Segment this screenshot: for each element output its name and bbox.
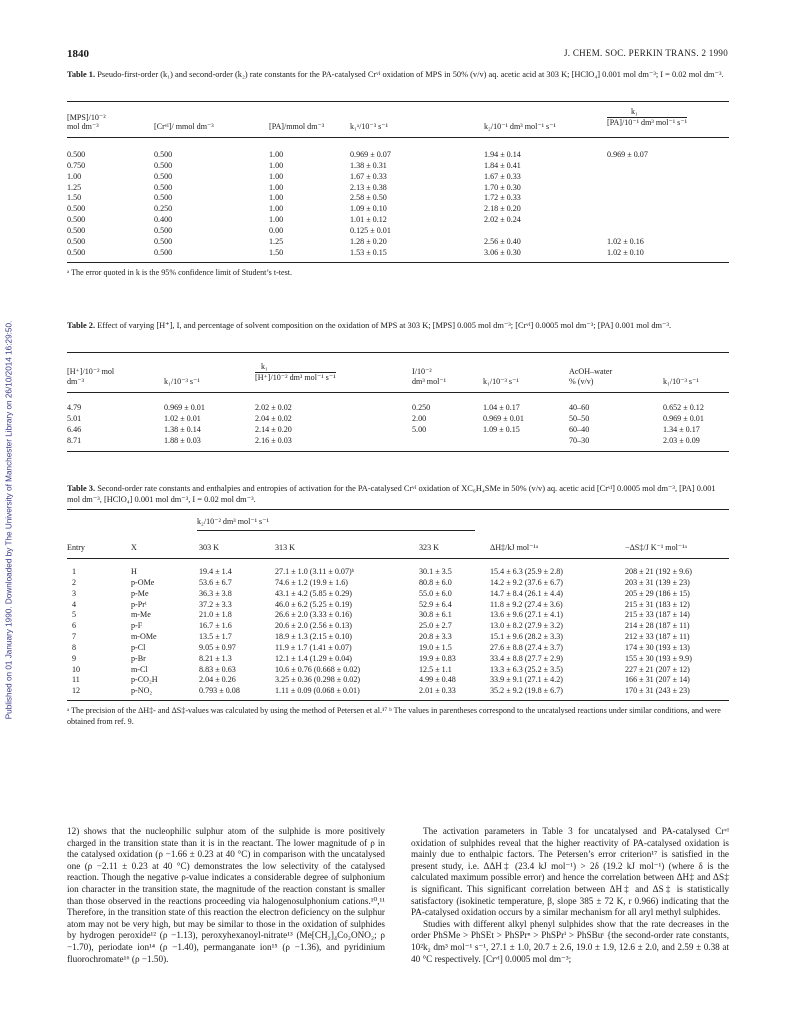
table-cell: 27.6 ± 8.8 (27.4 ± 3.7) — [490, 642, 563, 652]
table-cell: 0.500 — [67, 204, 86, 214]
table2-col-h — [67, 403, 81, 446]
table-cell: 6.46 — [67, 424, 82, 434]
table-cell — [484, 226, 521, 237]
table-cell: 215 ± 31 (183 ± 12) — [625, 599, 690, 609]
table1-col-k1 — [350, 150, 391, 258]
table-cell: 13.5 ± 1.7 — [199, 632, 232, 642]
table-cell: 4 — [72, 599, 77, 609]
table3-header-x: X — [131, 543, 137, 552]
table-cell: 0.750 — [67, 160, 86, 170]
table1-header-ratio — [607, 107, 687, 128]
table-cell: p-F — [131, 621, 143, 631]
table1-col-mps — [67, 150, 85, 258]
table-cell: 2.01 ± 0.33 — [419, 686, 456, 696]
table-cell: 15.4 ± 6.3 (25.9 ± 2.8) — [490, 567, 563, 576]
table3-k2-span-rule — [197, 530, 475, 531]
table-cell: 55.0 ± 6.0 — [419, 588, 452, 598]
table2-col-k1a — [164, 403, 205, 446]
table-cell: 19.4 ± 1.4 — [199, 567, 232, 576]
table-cell: 214 ± 28 (187 ± 11) — [625, 621, 690, 631]
table-cell — [607, 215, 648, 226]
table1-header-mps-2: mol dm⁻³ — [67, 122, 99, 131]
table-cell: 12 — [72, 686, 81, 696]
table-cell: 1.00 — [269, 182, 284, 192]
table-cell: 0.500 — [154, 160, 173, 170]
table-cell: 203 ± 31 (139 ± 23) — [625, 577, 690, 587]
table3-col-x — [131, 567, 158, 697]
table-cell: 155 ± 30 (193 ± 9.9) — [625, 653, 692, 663]
table1-col-pa — [269, 150, 283, 258]
table-cell: 8 — [72, 642, 77, 652]
table-cell: p-Me — [131, 588, 149, 598]
table-cell: 0.500 — [67, 150, 86, 159]
table-cell: 2.56 ± 0.40 — [484, 236, 521, 246]
table-cell: 2.13 ± 0.38 — [350, 182, 387, 192]
table-cell: 0.500 — [154, 150, 173, 159]
table-cell: 1.50 — [269, 247, 284, 257]
journal-running-head: J. CHEM. SOC. PERKIN TRANS. 2 1990 — [563, 48, 728, 58]
table2-header-ratio — [255, 362, 336, 383]
table-cell: 13.3 ± 6.3 (25.2 ± 3.5) — [490, 664, 563, 674]
table-cell: 1.00 — [269, 204, 284, 214]
table-cell: 60–40 — [569, 424, 590, 434]
table-cell: 15.1 ± 9.6 (28.2 ± 3.3) — [490, 632, 563, 642]
table-cell: 5 — [72, 610, 77, 620]
table-cell: H — [131, 567, 137, 576]
table-cell: 227 ± 21 (207 ± 12) — [625, 664, 690, 674]
table1-caption — [67, 69, 729, 80]
table-cell: 30.8 ± 6.1 — [419, 610, 452, 620]
table-cell: 74.6 ± 1.2 (19.9 ± 1.6) — [275, 577, 348, 587]
table-cell: 18.9 ± 1.3 (2.15 ± 0.10) — [275, 632, 353, 642]
table3-header-313: 313 K — [275, 543, 296, 552]
table-cell: 26.6 ± 2.0 (3.33 ± 0.16) — [275, 610, 353, 620]
table-cell: 0.500 — [67, 215, 86, 225]
table-cell: 208 ± 21 (192 ± 9.6) — [625, 567, 692, 576]
table-cell: 0.125 ± 0.01 — [350, 225, 391, 235]
table2-header-k1a: k₁/10⁻³ s⁻¹ — [164, 377, 200, 386]
table3-col-dh — [490, 567, 563, 697]
table3-bottom-rule — [67, 700, 729, 701]
table-cell: 0.793 ± 0.08 — [199, 686, 240, 696]
table-cell: 14.2 ± 9.2 (37.6 ± 6.7) — [490, 577, 563, 587]
table-cell: p-Br — [131, 653, 146, 663]
table-cell: 53.6 ± 6.7 — [199, 577, 232, 587]
side-download-notice-text[interactable]: Published on 01 January 1990. Downloaded by The University of Manchester Library on 26/10/2014 16:29:50. — [4, 320, 14, 720]
table-cell: 0.969 ± 0.07 — [350, 150, 391, 159]
table-cell: 1.34 ± 0.17 — [663, 424, 700, 434]
table-cell: 43.1 ± 4.2 (5.85 ± 0.29) — [275, 588, 353, 598]
table-cell: 0.500 — [154, 236, 173, 246]
table3-header-k2: k₂/10⁻² dm³ mol⁻¹ s⁻¹ — [197, 517, 269, 526]
table-cell: 11 — [72, 675, 80, 685]
table-cell: 19.0 ± 1.5 — [419, 642, 452, 652]
table3-header-323: 323 K — [419, 543, 440, 552]
table-cell: 14.7 ± 8.4 (26.1 ± 4.4) — [490, 588, 563, 598]
table-cell: 1.72 ± 0.33 — [484, 193, 521, 203]
table-cell: 5.01 — [67, 413, 82, 423]
table3-col-k313 — [275, 567, 360, 697]
table-cell: 40–60 — [569, 403, 590, 412]
table2-header-rule — [67, 392, 729, 393]
table-cell: m-OMe — [131, 632, 157, 642]
table2-col-k1b — [483, 403, 524, 436]
table-cell: 1.00 — [269, 171, 284, 181]
table1-header-ratio-num: k₁ — [631, 107, 638, 116]
table-cell: 1.02 ± 0.10 — [607, 247, 644, 257]
table-cell: 7 — [72, 632, 77, 642]
table-cell: 0.500 — [154, 171, 173, 181]
table-cell: 0.969 ± 0.01 — [483, 413, 524, 423]
table1-header-ratio-den: [PA]/10⁻¹ dm³ mol⁻¹ s⁻¹ — [607, 118, 688, 127]
table-cell: 13.0 ± 8.2 (27.9 ± 3.2) — [490, 621, 563, 631]
table-cell: 16.7 ± 1.6 — [199, 621, 232, 631]
table-cell: 37.2 ± 3.3 — [199, 599, 232, 609]
table-cell: 2.02 ± 0.02 — [255, 403, 292, 412]
table-cell: 1.11 ± 0.09 (0.068 ± 0.01) — [275, 686, 360, 696]
table-cell: 0.00 — [269, 225, 284, 235]
table2-header-k1c: k₁/10⁻³ s⁻¹ — [663, 377, 699, 386]
table1-header-mps-1: [MPS]/10⁻² — [67, 113, 106, 122]
side-download-notice — [2, 150, 16, 890]
table-cell: 35.2 ± 9.2 (19.8 ± 6.7) — [490, 686, 563, 696]
table-cell: 2.04 ± 0.02 — [255, 413, 292, 423]
body-paragraph-left: 12) shows that the nucleophilic sulphur atom of the sulphide is more positively charged in the transition state than it is in the reactant. The lower magnitude of ρ in the catalysed oxidation (ρ −1.66 ± 0.23 at 40 °C) in comparison with the uncatalysed one (ρ −2.11 ± 0.23 at 40 °C) demonstrates the low selectivity of the catalysed reaction. Though the negative ρ-value indicates a considerable degree of sulphonium ion character in the transition state, the magnitude of the reaction constant is smaller than those observed in the reactions proceeding via halogenosulphonium cations.¹⁰,¹¹ Therefore, in the transition state of this reaction the electron deficiency on the sulphur atom may not be very high, but may be similar to those in the oxidation of sulphides by hydrogen peroxide¹² (ρ −1.13), peroxyhexanoyl-nitrate¹³ (Me[CH₂]₄Co₂ONO₂; ρ −1.70), periodate ion¹⁴ (ρ −1.40), permanganate ion¹⁵ (ρ −1.36), and pyridinium fluorochromate¹⁶ (ρ −1.50). — [67, 826, 385, 964]
table-cell: 5.00 — [412, 424, 427, 434]
table2-header-i-2: dm³ mol⁻¹ — [412, 377, 447, 386]
table-cell: 1.00 — [269, 193, 284, 203]
table-cell: 1.38 ± 0.31 — [350, 160, 387, 170]
table-cell: 1.28 ± 0.20 — [350, 236, 387, 246]
table-cell — [607, 183, 648, 194]
table3-header-entry: Entry — [67, 543, 85, 552]
table-cell: 19.9 ± 0.83 — [419, 653, 456, 663]
table-cell: 1.01 ± 0.12 — [350, 215, 387, 225]
table-cell: 1.00 — [67, 171, 82, 181]
table-cell: 1 — [72, 567, 77, 576]
table-cell: 2.00 — [412, 413, 427, 423]
table-cell: 6 — [72, 621, 77, 631]
table-cell: 2 — [72, 577, 77, 587]
table3-caption-text: Second-order rate constants and enthalpies and entropies of activation for the PA-catalysed Crᵛᴵ oxidation of XC₆H₄SMe in 50% (v/v) aq. acetic acid [Crᵛᴵ] 0.0005 mol dm⁻³, [PA] 0.001 mol dm⁻³, [HClO₄] 0.001 mol dm⁻³, I = 0.02 mol dm⁻³. — [67, 484, 716, 504]
table1-header-pa: [PA]/mmol dm⁻³ — [269, 122, 325, 131]
table-cell: 170 ± 31 (243 ± 23) — [625, 686, 690, 696]
table-cell: 0.500 — [154, 193, 173, 203]
table-cell: 12.1 ± 1.4 (1.29 ± 0.04) — [275, 653, 353, 663]
table1-col-cr — [154, 150, 172, 258]
table-cell: 0.500 — [67, 247, 86, 257]
table-cell: 1.00 — [269, 215, 284, 225]
table1-header-k1: k₁ᵃ/10⁻³ s⁻¹ — [350, 122, 388, 131]
table-cell: 0.500 — [67, 236, 86, 246]
table3-col-k323 — [419, 567, 456, 697]
table-cell: 166 ± 31 (207 ± 14) — [625, 675, 690, 685]
table-cell: 2.16 ± 0.03 — [255, 435, 292, 445]
table1-col-ratio — [607, 150, 648, 258]
table-cell: 0.250 — [154, 204, 173, 214]
table-cell: 2.03 ± 0.09 — [663, 435, 700, 445]
table-cell: 1.25 — [67, 182, 82, 192]
table-cell: 30.1 ± 3.5 — [419, 567, 452, 576]
table1-caption-text: Pseudo-first-order (k₁) and second-order (k₂) rate constants for the PA-catalysed Crᵛᴵ oxidation of MPS in 50% (v/v) aq. acetic acid at 303 K; [HClO₄] 0.001 mol dm⁻³; I = 0.02 mol dm⁻³. — [97, 70, 724, 79]
table-cell — [607, 161, 648, 172]
body-column-left — [67, 826, 385, 965]
table-cell: 3 — [72, 588, 77, 598]
table1-header-cr: [Crᵛᴵ]/ mmol dm⁻³ — [154, 122, 214, 131]
table1-header-rule — [67, 137, 729, 138]
table-cell: 2.58 ± 0.50 — [350, 193, 387, 203]
table2-header-ratio-den: [H⁺]/10⁻² dm³ mol⁻¹ s⁻¹ — [255, 373, 336, 382]
table-cell: 1.09 ± 0.15 — [483, 424, 520, 434]
table-cell: 215 ± 33 (187 ± 14) — [625, 610, 690, 620]
table-cell: 2.02 ± 0.24 — [484, 215, 521, 225]
table3-caption-label: Table 3. — [67, 484, 96, 493]
table-cell: 1.04 ± 0.17 — [483, 403, 520, 412]
table-cell: 1.50 — [67, 193, 82, 203]
table-cell: 50–50 — [569, 413, 590, 423]
table-cell: 1.25 — [269, 236, 284, 246]
table1-footnote: ᵃ The error quoted in k is the 95% confidence limit of Student’s t-test. — [67, 268, 293, 277]
table2-col-k1c — [663, 403, 704, 446]
table-cell: 1.09 ± 0.10 — [350, 204, 387, 214]
table-cell: 33.9 ± 9.1 (27.1 ± 4.2) — [490, 675, 563, 685]
table2-top-rule — [67, 352, 729, 353]
table-cell: 9.05 ± 0.97 — [199, 642, 236, 652]
table-cell: p-CO₂H — [131, 675, 158, 685]
table-cell: 1.00 — [269, 150, 284, 159]
table3-header-303: 303 K — [199, 543, 220, 552]
table-cell: 1.84 ± 0.41 — [484, 160, 521, 170]
table2-header-solv-2: % (v/v) — [569, 377, 594, 386]
table-cell: 20.8 ± 3.3 — [419, 632, 452, 642]
table-cell: 1.67 ± 0.33 — [484, 171, 521, 181]
table-cell: 0.652 ± 0.12 — [663, 403, 704, 412]
table2-col-i — [412, 403, 430, 436]
table-cell: p-Prⁱ — [131, 599, 147, 609]
table2-header-i-1: I/10⁻² — [412, 367, 432, 376]
table3-header-rule — [67, 558, 729, 559]
table-cell: 21.0 ± 1.8 — [199, 610, 232, 620]
table-cell: 212 ± 33 (187 ± 11) — [625, 632, 690, 642]
table-cell: 0.250 — [412, 403, 431, 412]
body-paragraph-right-1: The activation parameters in Table 3 for uncatalysed and PA-catalysed Crᵛᴵ oxidation of sulphides reveal that the higher reactivity of PA-catalysed oxidation is mainly due to enthalpic factors. The Petersen’s error criterion¹⁷ is satisfied in the present study, i.e. ΔΔH‡ (23.4 kJ mol⁻¹) > 2δ (19.2 kJ mol⁻¹) (where δ is the calculated maximum possible error) and hence the correlation between ΔH‡ and ΔS‡ is significant. This significant correlation between ΔH‡ and ΔS‡ is statistically satisfactory (isokinetic temperature, β, slope 385 ± 72 K, r 0.966) indicating that the PA-catalysed oxidation occurs by a similar mechanism for all aryl methyl sulphides. — [411, 826, 729, 918]
table3-header-dh: ΔH‡/kJ mol⁻¹ᵃ — [490, 543, 539, 552]
table-cell: 8.21 ± 1.3 — [199, 653, 232, 663]
table-cell — [607, 226, 648, 237]
table2-header-h-2: dm⁻³ — [67, 377, 85, 386]
table-cell: 4.79 — [67, 403, 82, 412]
table-cell: p-OMe — [131, 577, 155, 587]
table-cell: 0.500 — [154, 182, 173, 192]
table-cell: 11.8 ± 9.2 (27.4 ± 3.6) — [490, 599, 563, 609]
table1-col-k2 — [484, 150, 521, 258]
body-column-right — [411, 826, 729, 965]
page-number: 1840 — [67, 48, 89, 60]
table-cell — [607, 193, 648, 204]
table-cell — [607, 204, 648, 215]
table-cell: 1.67 ± 0.33 — [350, 171, 387, 181]
table-cell: 12.5 ± 1.1 — [419, 664, 452, 674]
table1-top-rule — [67, 101, 729, 102]
table2-caption-label: Table 2. — [67, 321, 96, 330]
table-cell: 36.3 ± 3.8 — [199, 588, 232, 598]
table2-col-solv — [569, 403, 589, 446]
table2-header-ratio-num: k₁ — [261, 362, 268, 371]
table-cell: 20.6 ± 2.0 (2.56 ± 0.13) — [275, 621, 353, 631]
table-cell: 80.8 ± 6.0 — [419, 577, 452, 587]
table-cell: 33.4 ± 8.8 (27.7 ± 2.9) — [490, 653, 563, 663]
table-cell: 0.500 — [154, 225, 173, 235]
table-cell: 46.0 ± 6.2 (5.25 ± 0.19) — [275, 599, 353, 609]
table-cell: 205 ± 29 (186 ± 15) — [625, 588, 690, 598]
table-cell: m-Cl — [131, 664, 148, 674]
body-paragraph-right-2: Studies with different alkyl phenyl sulphides show that the rate decreases in the order PhSMe > PhSEt > PhSPrⁿ > PhSPrⁱ > PhSBuᵗ {the second-order rate constants, 10²k₂ dm³ mol⁻¹ s⁻¹, 27.1 ± 1.0, 20.7 ± 2.6, 19.0 ± 1.9, 12.6 ± 2.0, and 2.59 ± 0.38 at 40 °C respectively. [Crᵛᴵ] 0.0005 mol dm⁻³; — [411, 918, 729, 964]
table-cell: 11.9 ± 1.7 (1.41 ± 0.07) — [275, 642, 352, 652]
table1-caption-label: Table 1. — [67, 70, 96, 79]
table-cell: 0.969 ± 0.07 — [607, 150, 648, 159]
table2-header-k1b: k₁/10⁻³ s⁻¹ — [483, 377, 519, 386]
table-cell: 0.500 — [67, 225, 86, 235]
table2-caption — [67, 320, 729, 331]
table3-col-entry — [72, 567, 80, 697]
table-cell: 1.02 ± 0.01 — [164, 413, 201, 423]
table3-footnote: ᵃ The precision of the ΔH‡- and ΔS‡-values was calculated by using the method of Petersen et al.¹⁷ ᵇ The values in parentheses correspond to the uncatalysed reactions under similar conditions, and were obtained from ref. 9. — [67, 706, 721, 726]
table3-top-rule — [67, 509, 729, 510]
table-cell: 0.969 ± 0.01 — [164, 403, 205, 412]
table-cell: 174 ± 30 (193 ± 13) — [625, 642, 690, 652]
table-cell: p-NO₂ — [131, 686, 153, 696]
table2-caption-text: Effect of varying [H⁺], I, and percentage of solvent composition on the oxidation of MPS at 303 K; [MPS] 0.005 mol dm⁻³; [Crᵛᴵ] 0.0005 mol dm⁻³; [PA] 0.001 mol dm⁻³. — [97, 321, 672, 330]
table2-header-solv-1: AcOH–water — [569, 367, 613, 376]
table3-col-k303 — [199, 567, 240, 697]
table-cell: 0.400 — [154, 215, 173, 225]
table-cell — [607, 172, 648, 183]
table-cell: 27.1 ± 1.0 (3.11 ± 0.07)ᵇ — [275, 567, 355, 576]
table3-col-ds — [625, 567, 692, 697]
table-cell: 1.70 ± 0.30 — [484, 182, 521, 192]
table-cell: 4.99 ± 0.48 — [419, 675, 456, 685]
table-cell: 0.969 ± 0.01 — [663, 413, 704, 423]
table-cell: 1.02 ± 0.16 — [607, 236, 644, 246]
table-cell: 8.83 ± 0.63 — [199, 664, 236, 674]
table1-header-k2: k₂/10⁻¹ dm³ mol⁻¹ s⁻¹ — [484, 122, 556, 131]
table-cell: 10.6 ± 0.76 (0.668 ± 0.02) — [275, 664, 361, 674]
table2-col-ratio — [255, 403, 292, 446]
table-cell: 8.71 — [67, 435, 82, 445]
table-cell: 2.14 ± 0.20 — [255, 424, 292, 434]
table-cell: 1.00 — [269, 160, 284, 170]
table-cell: 2.18 ± 0.20 — [484, 204, 521, 214]
table-cell: m-Me — [131, 610, 151, 620]
table-cell: p-Cl — [131, 642, 146, 652]
table-cell: 2.04 ± 0.26 — [199, 675, 236, 685]
table-cell: 13.6 ± 9.6 (27.1 ± 4.1) — [490, 610, 563, 620]
table-cell: 1.88 ± 0.03 — [164, 435, 201, 445]
table-cell: 70–30 — [569, 435, 590, 445]
table3-caption — [67, 483, 729, 505]
table-cell: 1.94 ± 0.14 — [484, 150, 521, 159]
table2-header-h-1: [H⁺]/10⁻² mol — [67, 367, 115, 376]
table-cell: 3.25 ± 0.36 (0.298 ± 0.02) — [275, 675, 361, 685]
table-cell: 52.9 ± 6.4 — [419, 599, 452, 609]
table2-bottom-rule — [67, 451, 729, 452]
table1-bottom-rule — [67, 262, 729, 263]
table-cell: 3.06 ± 0.30 — [484, 247, 521, 257]
table-cell: 10 — [72, 664, 81, 674]
table-cell: 1.53 ± 0.15 — [350, 247, 387, 257]
table-cell: 9 — [72, 653, 77, 663]
table3-header-ds: −ΔS‡/J K⁻¹ mol⁻¹ᵃ — [625, 543, 687, 552]
table-cell: 0.500 — [154, 247, 173, 257]
table-cell: 1.38 ± 0.14 — [164, 424, 201, 434]
table-cell: 25.0 ± 2.7 — [419, 621, 452, 631]
